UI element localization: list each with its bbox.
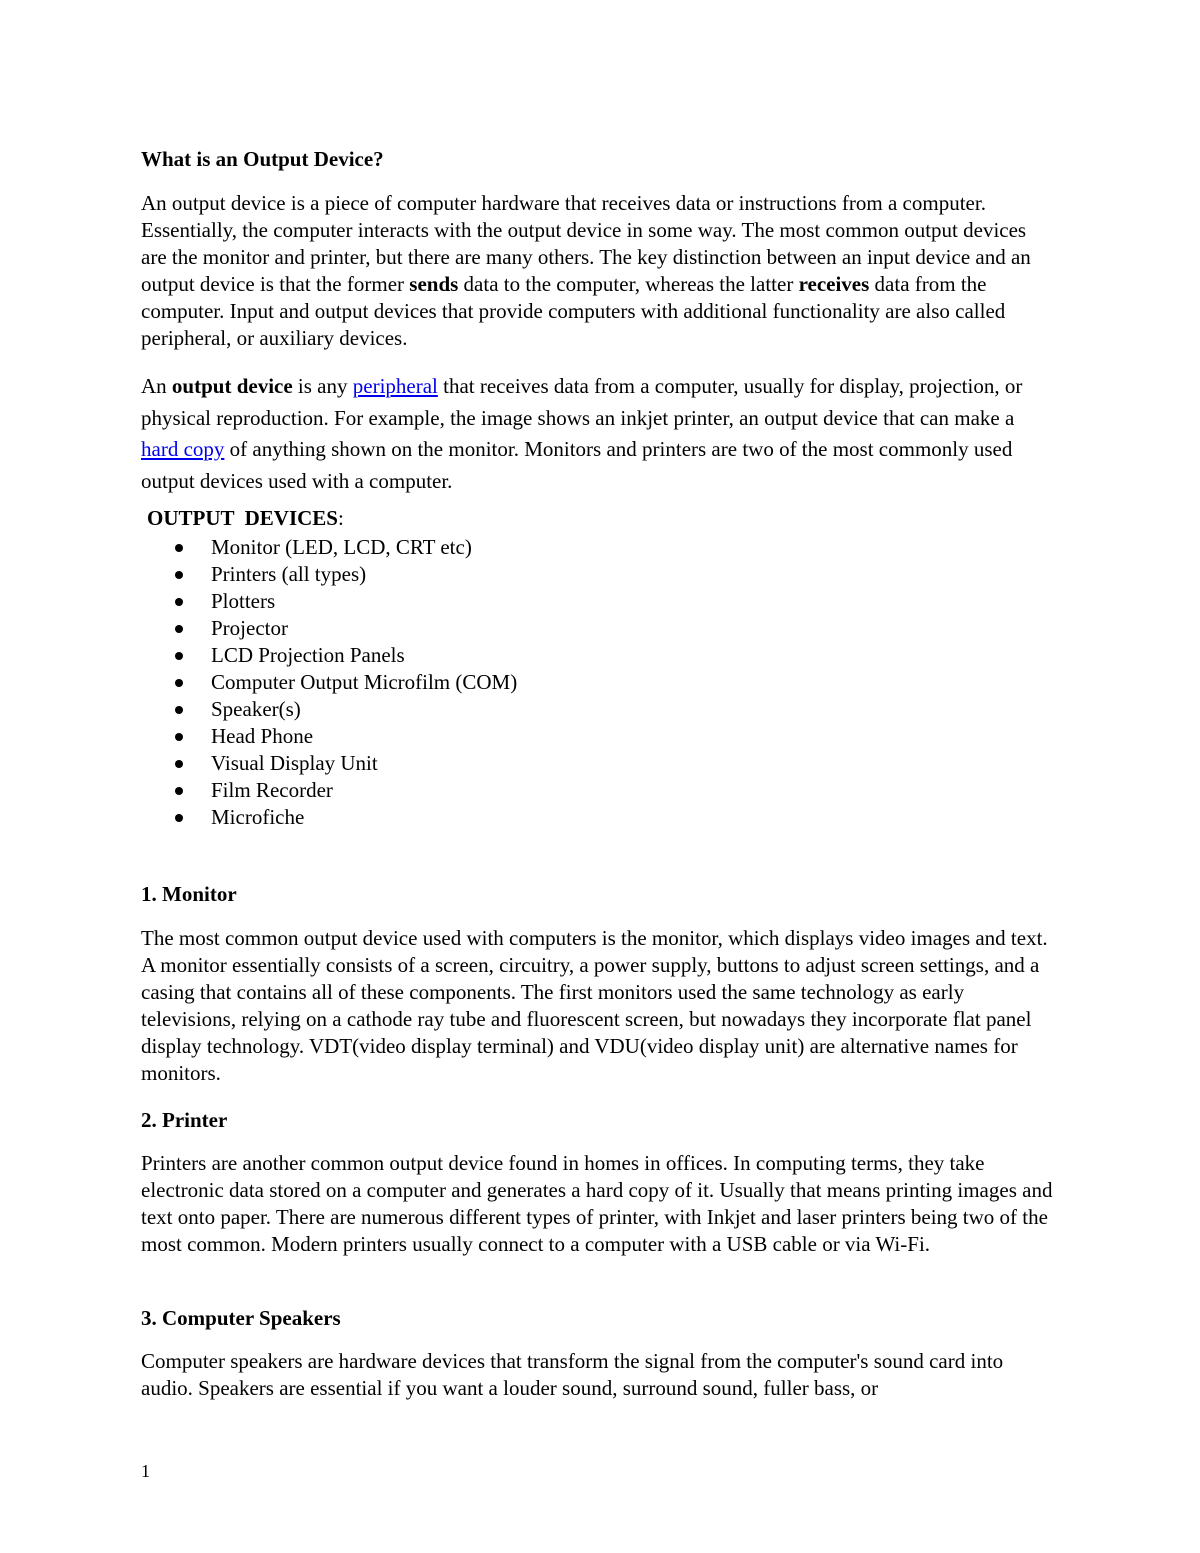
list-item [141, 750, 517, 777]
output-devices-heading [147, 506, 344, 531]
bullet-icon [175, 733, 183, 741]
hard-copy-link[interactable]: hard copy [141, 437, 225, 461]
list-item [141, 642, 517, 669]
list-item-label: Projector [211, 616, 288, 640]
bullet-icon [175, 679, 183, 687]
monitor-heading: 1. Monitor [141, 882, 237, 906]
list-item [141, 723, 517, 750]
definition-text-c: that receives data from a computer, usually for display, projection, or physical reproduction. For example, the image shows an inkjet printer, an output device that can make a [141, 374, 1023, 430]
printer-heading: 2. Printer [141, 1108, 228, 1132]
definition-text-b: is any [292, 374, 353, 398]
list-item-label: Visual Display Unit [211, 751, 378, 775]
list-item-label: Printers (all types) [211, 562, 367, 586]
bold-output-device: output device [171, 374, 293, 398]
list-item [141, 561, 517, 588]
bullet-icon [175, 598, 183, 606]
list-item [141, 534, 517, 561]
list-item-label: Plotters [211, 589, 276, 613]
list-item-label: Computer Output Microfilm (COM) [211, 670, 518, 694]
output-devices-title: OUTPUT DEVICES [147, 506, 338, 530]
list-item-label: Head Phone [211, 724, 314, 748]
list-item [141, 669, 517, 696]
definition-text-d: of anything shown on the monitor. Monitors and printers are two of the most commonly used output devices used with a computer. [141, 437, 1013, 493]
list-item-label: Monitor (LED, LCD, CRT etc) [211, 535, 472, 559]
speakers-paragraph: Computer speakers are hardware devices that transform the signal from the computer's sound card into audio. Speakers are essential if you want a louder sound, surround sound, fuller bass, or [141, 1349, 1004, 1400]
intro-text-c: data from the computer. Input and output devices that provide computers with additional functionality are also called peripheral, or auxiliary devices. [141, 272, 1006, 350]
list-item [141, 615, 517, 642]
bullet-icon [175, 706, 183, 714]
bullet-icon [175, 814, 183, 822]
output-devices-list [141, 534, 517, 831]
output-devices-colon: : [338, 506, 344, 530]
bold-receives: receives [798, 272, 870, 296]
page-number: 1 [141, 1461, 150, 1481]
list-item [141, 696, 517, 723]
bullet-icon [175, 571, 183, 579]
definition-text-a: An [141, 374, 172, 398]
bullet-icon [175, 652, 183, 660]
list-item [141, 588, 517, 615]
bullet-icon [175, 544, 183, 552]
list-item [141, 777, 517, 804]
list-item-label: Microfiche [211, 805, 305, 829]
speakers-heading: 3. Computer Speakers [141, 1306, 341, 1330]
intro-paragraph [141, 190, 1056, 352]
monitor-paragraph: The most common output device used with computers is the monitor, which displays video images and text. A monitor essentially consists of a screen, circuitry, a power supply, buttons to adjust screen settings, and a casing that contains all of these components. The first monitors used the same technology as early televisions, relying on a cathode ray tube and fluorescent screen, but nowadays they incorporate flat panel display technology. VDT(video display terminal) and VDU(video display unit) are alternative names for monitors. [141, 926, 1048, 1085]
printer-paragraph: Printers are another common output device found in homes in offices. In computing terms, they take electronic data stored on a computer and generates a hard copy of it. Usually that means printing images and text onto paper. There are numerous different types of printer, with Inkjet and laser printers being two of the most common. Modern printers usually connect to a computer with a USB cable or via Wi-Fi. [141, 1151, 1053, 1256]
list-item-label: LCD Projection Panels [211, 643, 405, 667]
peripheral-link[interactable]: peripheral [352, 374, 438, 398]
bullet-icon [175, 625, 183, 633]
list-item-label: Film Recorder [211, 778, 333, 802]
bullet-icon [175, 787, 183, 795]
list-item [141, 804, 517, 831]
bullet-icon [175, 760, 183, 768]
list-item-label: Speaker(s) [211, 697, 301, 721]
definition-paragraph [141, 371, 1056, 497]
intro-text-a: An output device is a piece of computer hardware that receives data or instructions from a computer. Essentially, the computer interacts with the output device in some way. The most common output devices are the monitor and printer, but there are many others. The key distinction between an input device and an output device is that the former [141, 191, 1031, 296]
page-title: What is an Output Device? [141, 147, 384, 171]
intro-text-b: data to the computer, whereas the latter [458, 272, 799, 296]
bold-sends: sends [409, 272, 459, 296]
